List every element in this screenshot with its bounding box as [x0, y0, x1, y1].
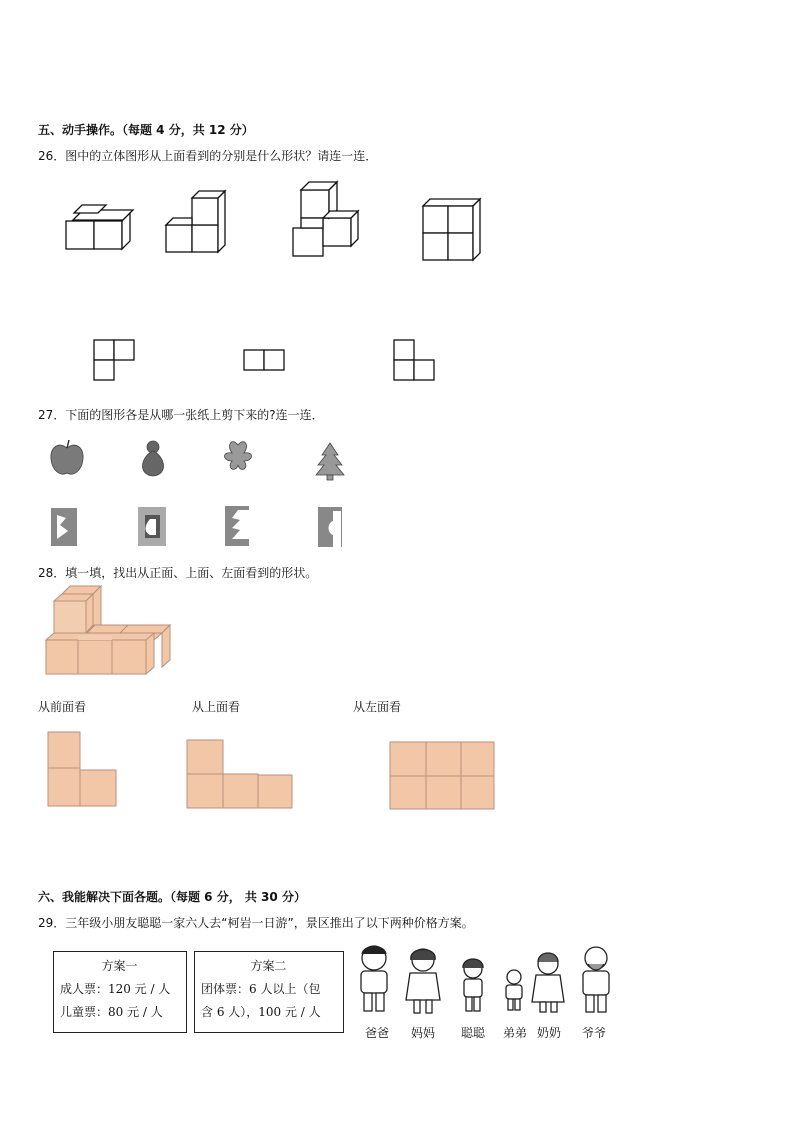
q27-figures: [0, 435, 794, 575]
brother-figure: [506, 970, 522, 1010]
plan2-line1: 团体票：6 人以上（包: [201, 982, 321, 996]
plan1-line1: 成人票：120 元 / 人: [60, 982, 171, 996]
solid-3: [293, 182, 358, 256]
solid-4: [423, 199, 480, 260]
q26-solids: [0, 0, 794, 400]
top-view: [187, 740, 292, 808]
solid-1: [66, 205, 133, 249]
tree-shape: [316, 443, 344, 480]
family-label-grandma: 奶奶: [537, 1026, 562, 1040]
family-illustration: [0, 942, 794, 1022]
left-view: [390, 742, 494, 809]
flower-shape: [225, 442, 252, 470]
papers: [51, 506, 342, 547]
dad-figure: [361, 946, 387, 1011]
grandpa-figure: [583, 947, 609, 1012]
question-29: 29．三年级小朋友聪聪一家六人去“柯岩一日游”，景区推出了以下两种价格方案。: [38, 916, 474, 930]
mom-figure: [406, 949, 440, 1013]
paper-1: [51, 508, 77, 546]
plan2-line2: 含 6 人），100 元 / 人: [201, 1005, 321, 1019]
family-label-congcong: 聪聪: [461, 1026, 486, 1040]
family-label-mom: 妈妈: [411, 1026, 436, 1040]
paper-3: [225, 506, 249, 546]
question-27: 27．下面的图形各是从哪一张纸上剪下来的?连一连．: [38, 408, 324, 422]
label-left-view: 从左面看: [353, 700, 402, 714]
topview-3: [394, 340, 434, 380]
family-label-grandpa: 爷爷: [582, 1026, 607, 1040]
apple-shape: [51, 440, 83, 474]
topview-2: [244, 350, 284, 370]
topview-1: [94, 340, 134, 380]
plan1-title: 方案一: [101, 959, 138, 973]
question-26: 26．图中的立体图形从上面看到的分别是什么形状？请连一连．: [38, 149, 378, 163]
paper-2: [138, 507, 166, 546]
family-label-brother: 弟弟: [503, 1026, 528, 1040]
label-top-view: 从上面看: [192, 700, 241, 714]
solid-2: [166, 191, 225, 252]
section6-heading: 六、我能解决下面各题。（每题 6 分， 共 30 分）: [38, 890, 306, 904]
grandma-figure: [532, 953, 564, 1012]
label-front-view: 从前面看: [38, 700, 87, 714]
section5-heading: 五、动手操作。（每题 4 分，共 12 分）: [38, 123, 254, 137]
family-label-dad: 爸爸: [365, 1026, 390, 1040]
q28-views: [0, 725, 794, 835]
plan1-line2: 儿童票：80 元 / 人: [60, 1005, 163, 1019]
front-view: [48, 732, 116, 806]
congcong-figure: [463, 959, 483, 1011]
paper-4: [318, 507, 342, 547]
gourd-shape: [142, 441, 163, 476]
plan2-title: 方案二: [250, 959, 287, 973]
question-28: 28．填一填，找出从正面、上面、左面看到的形状。: [38, 566, 318, 580]
